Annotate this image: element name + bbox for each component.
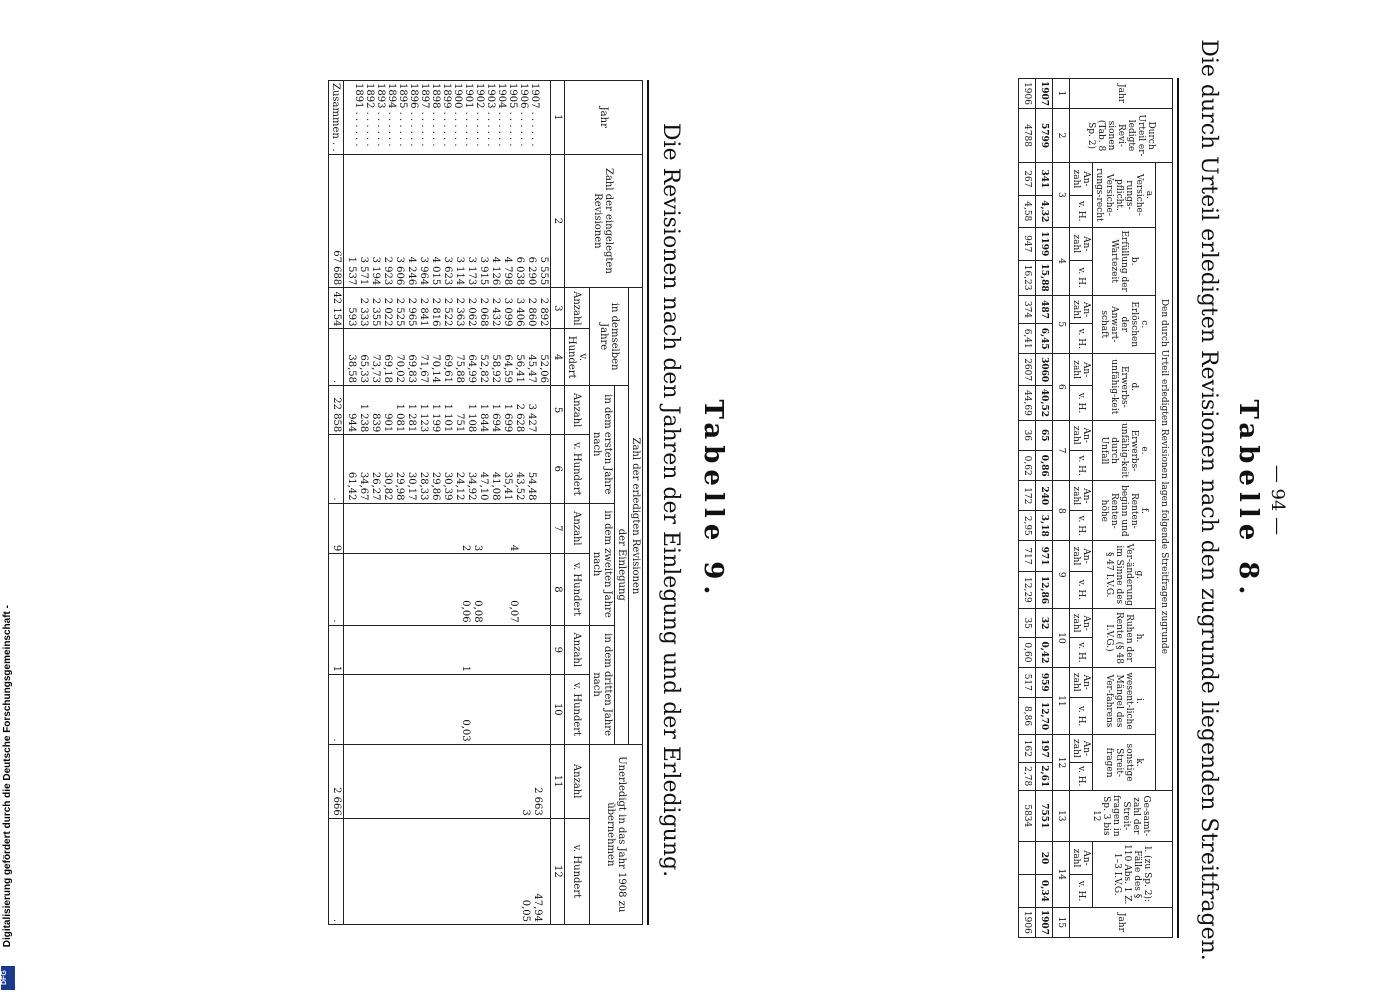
t8-category-label: wesent-liche Mängel des Ver-fahrens <box>1104 672 1134 730</box>
t9-head-unerledigt: Unerledigt in das Jahr 1908 zu übernehmen <box>590 744 643 924</box>
t9-head-eingelegt: Zahl der eingelegten Revisionen <box>565 154 643 288</box>
t8-cell: 0,60 <box>1019 638 1036 668</box>
t8-category-letter: b. <box>1129 256 1139 266</box>
t9-head-second: in dem zweiten Jahre nach <box>590 503 615 625</box>
t8-category-1 <box>1093 227 1156 295</box>
t8-category-label: Versiche-rungs-pflicht. Versiche-rungs-recht <box>1094 168 1144 222</box>
t9-total: . <box>329 554 344 625</box>
t9-total: . <box>329 818 344 924</box>
t8-cell: 959 <box>1036 667 1053 697</box>
t8-colnum: 12 <box>1053 735 1070 791</box>
table8-subtitle: Die durch Urteil erledigten Revisionen nach den zugrunde liegenden Streitfragen. <box>1196 39 1221 961</box>
t8-sub-vh: v. H. <box>1070 762 1093 790</box>
t8-group-header: Den durch Urteil erledigten Revisionen lagen folgende Streitfragen zugrunde <box>1156 163 1173 791</box>
t8-category-letter: k. <box>1134 758 1144 767</box>
t8-sum: 7551 <box>1036 790 1053 841</box>
t9-colnum: 3 <box>551 288 565 329</box>
t8-sub-vh: v. H. <box>1070 386 1093 420</box>
t8-cell: 12,86 <box>1036 571 1053 609</box>
t8-category-letter: f. <box>1139 507 1149 514</box>
t9-head-einlegung: der Einlegung <box>615 386 629 745</box>
t8-sub-anzahl: An-zahl <box>1070 667 1093 697</box>
t8-category-3 <box>1093 353 1156 420</box>
t8-category-0 <box>1093 163 1156 228</box>
t9-total-label: Zusammen . . <box>329 81 344 155</box>
table9-title: Tabelle 9. <box>698 399 728 601</box>
t8-colnum: 14 <box>1053 841 1070 907</box>
t8-cell: 4,32 <box>1036 195 1053 227</box>
t8-category-7 <box>1093 609 1156 668</box>
t9-col6: 54,48 43,52 35,41 41,08 47,10 34,92 24,12 30,39 29,86 28,33 30,17 29,98 30,82 26,27 34,67 61,42 <box>344 435 551 503</box>
t8-cell: 717 <box>1019 541 1036 571</box>
t8-cell: 6,41 <box>1019 324 1036 353</box>
t8-cell: 4,58 <box>1019 195 1036 227</box>
t9-col12: 47,94 0,05 <box>344 818 551 924</box>
t8-cell: 1199 <box>1036 227 1053 260</box>
t8-category-5 <box>1093 481 1156 541</box>
t9-total: 9 <box>329 503 344 554</box>
t9-colnum: 10 <box>551 675 565 745</box>
t9-sub-vh: v. Hundert <box>565 675 590 745</box>
page-number: — 94 — <box>1267 464 1288 536</box>
table9-subtitle: Die Revisionen nach den Jahren der Einlegung und der Erledigung. <box>658 122 683 878</box>
t9-total: 2 666 <box>329 744 344 818</box>
t8-cell: 40,52 <box>1036 386 1053 420</box>
t8-colnum: 9 <box>1053 541 1070 609</box>
t8-cell: 197 <box>1036 735 1053 762</box>
t8-cell: 3,18 <box>1036 511 1053 541</box>
t8-year2: 1906 <box>1019 907 1036 937</box>
t8-cell: 2,95 <box>1019 511 1036 541</box>
t8-cell: 172 <box>1019 481 1036 511</box>
t9-total: 67 688 <box>329 154 344 288</box>
t8-cell: 32 <box>1036 609 1053 638</box>
table9-top-rule <box>647 80 649 925</box>
t8-sub-anzahl: An-zahl <box>1070 353 1093 385</box>
t8-cell: 374 <box>1019 295 1036 324</box>
t8-year: 1906 <box>1019 79 1036 109</box>
t8-sum: 5834 <box>1019 790 1036 841</box>
t8-category-label: sonstige Streit-fragen <box>1104 743 1134 782</box>
t8-cell: 947 <box>1019 227 1036 260</box>
t9-colnum: 2 <box>551 154 565 288</box>
t8-cell: 15,88 <box>1036 260 1053 295</box>
t9-total: 42 154 <box>329 288 344 329</box>
dfg-logo: DFG <box>1 966 15 990</box>
t8-colnum: 3 <box>1053 163 1070 228</box>
t9-sub-vh: v. Hundert <box>565 329 590 386</box>
t9-sub-vh: v. Hundert <box>565 435 590 503</box>
t9-sub-anzahl: Anzahl <box>565 288 590 329</box>
digitization-credit: Digitalisierung gefördert durch die Deutsche Forschungsgemeinschaft - <box>2 605 13 948</box>
t8-year2: 1907 <box>1036 907 1053 937</box>
t8-cell: 36 <box>1019 420 1036 450</box>
t8-category-label: Erwerbs-unfähig-keit <box>1109 359 1129 415</box>
t8-colnum: 10 <box>1053 609 1070 668</box>
t8-year: 1907 <box>1036 79 1053 109</box>
t8-sub-vh: v. H. <box>1070 450 1093 480</box>
t8-category-letter: i. <box>1134 698 1144 704</box>
t8-cell: 44,69 <box>1019 386 1036 420</box>
t8-category-2 <box>1093 295 1156 353</box>
t8-colnum: 4 <box>1053 227 1070 295</box>
t8-category-label: Renten-beginn und Renten-höhe <box>1099 485 1139 537</box>
t8-sub-vh: v. H. <box>1070 875 1093 908</box>
t9-col8: 0,07 0,08 0,06 <box>344 554 551 625</box>
t8-category-4 <box>1093 420 1156 481</box>
t8-cell: 12,70 <box>1036 697 1053 734</box>
t8-head-total: Ge-samt-zahl der Streit-fragen in Sp. 3 bis 12 <box>1070 790 1173 841</box>
t9-head-first: in dem ersten Jahre nach <box>590 386 615 504</box>
t8-colnum: 6 <box>1053 353 1070 420</box>
t8-category-letter: e. <box>1139 446 1149 455</box>
t8-cell: 267 <box>1019 163 1036 196</box>
t9-total: 22 858 <box>329 386 344 435</box>
t8-sub-vh: v. H. <box>1070 638 1093 668</box>
t8-colnum: 11 <box>1053 667 1070 735</box>
t8-category-label: Ruhen der Rente (§ 48 I.V.G.) <box>1104 611 1134 664</box>
t9-colnum: 7 <box>551 503 565 554</box>
t9-years: 1907 . . . . . . 1906 . . . . . . 1905 . . . . . . 1904 . . . . . . 1903 . . . . . . 1902 . . . . . . 1901 . . . . . . 1900 . . . . . . 1899 . . . . . . 1898 . . . . . . 1897 . . . . . . 1896 . . . . . . 1895 . . . . . . 1894 . . . . . . 1893 . . . . . . 1892 . . . . . . 1891 . . . . . . <box>344 81 551 155</box>
t8-cell: 0,86 <box>1036 450 1053 480</box>
t8-category-letter: c. <box>1139 320 1149 329</box>
t8-sub-vh: v. H. <box>1070 697 1093 734</box>
t8-cell: 2607 <box>1019 353 1036 385</box>
t8-category-9 <box>1093 735 1156 791</box>
t8-sub-vh: v. H. <box>1070 195 1093 227</box>
t8-cell: 162 <box>1019 735 1036 762</box>
t8-row <box>1019 79 1036 938</box>
table8-top-rule <box>1177 78 1179 938</box>
t9-col9: 1 <box>344 625 551 674</box>
t8-category-label: Erwerbs-unfähig-keit durch Unfall <box>1099 422 1139 479</box>
t8-cell: 8,86 <box>1019 697 1036 734</box>
t8-cell: 12,29 <box>1019 571 1036 609</box>
t8-sub-anzahl: An-zahl <box>1070 541 1093 571</box>
t8-category-letter: a. <box>1144 190 1154 200</box>
t8-colnum: 1 <box>1053 79 1070 109</box>
t9-col3: 2 892 2 860 3 406 3 099 2 432 2 068 2 062 2 363 2 522 2 816 2 841 2 965 2 525 2 022 2 355 2 333 593 <box>344 288 551 329</box>
t8-sub-anzahl: An-zahl <box>1070 295 1093 324</box>
t8-colnum: 13 <box>1053 790 1070 841</box>
t8-cell: 341 <box>1036 163 1053 196</box>
t9-col5: 3 427 2 628 1 699 1 694 1 844 1 108 751 1 101 1 199 1 123 1 281 1 081 901 839 1 238 944 <box>344 386 551 435</box>
t9-total: . <box>329 435 344 503</box>
t9-col7: 4 3 2 <box>344 503 551 554</box>
t8-total: 5799 <box>1036 109 1053 163</box>
t8-category-label: Erfüllung der Wartezeit <box>1109 230 1129 292</box>
t9-col10: 0,03 <box>344 675 551 745</box>
t9-colnum: 1 <box>551 81 565 155</box>
t9-colnum: 11 <box>551 744 565 818</box>
t8-cell: 0,62 <box>1019 450 1036 480</box>
t9-col11: 2 663 3 <box>344 744 551 818</box>
t8-sub-anzahl: An-zahl <box>1070 163 1093 196</box>
t8-colnum: 7 <box>1053 420 1070 481</box>
t8-cell: 6,45 <box>1036 324 1053 353</box>
t8-sub-vh: v. H. <box>1070 571 1093 609</box>
t8-cell: 35 <box>1019 609 1036 638</box>
table8-title: Tabelle 8. <box>1233 399 1263 601</box>
t8-cell: 65 <box>1036 420 1053 450</box>
t9-colnum: 12 <box>551 818 565 924</box>
t8-colnum: 5 <box>1053 295 1070 353</box>
t8-sub-anzahl: An-zahl <box>1070 735 1093 762</box>
t8-l-anzahl <box>1019 841 1036 874</box>
t9-sub-vh: v. Hundert <box>565 554 590 625</box>
t9-head-third: in dem dritten Jahre nach <box>590 625 615 744</box>
t8-l-anzahl: 20 <box>1036 841 1053 874</box>
t8-cell: 517 <box>1019 667 1036 697</box>
t9-sub-vh: v. Hundert <box>565 818 590 924</box>
t8-l-vh: 0,34 <box>1036 875 1053 908</box>
t9-colnum: 9 <box>551 625 565 674</box>
t8-category-label: Ver-änderung im Sinne des § 47 I.V.G. <box>1104 543 1134 606</box>
t9-head-same: in demselben Jahre <box>590 288 629 386</box>
t8-category-8 <box>1093 667 1156 735</box>
t8-cell: 240 <box>1036 481 1053 511</box>
t8-head-jahr: Jahr <box>1070 79 1173 109</box>
t8-l-vh <box>1019 875 1036 908</box>
table9 <box>328 80 643 925</box>
t8-head-l: l. (zu Sp. 2): Fälle des § 110 Abs. 1 Z. 1–3 I.V.G. <box>1093 841 1173 907</box>
t8-category-6 <box>1093 541 1156 609</box>
t8-total: 4788 <box>1019 109 1036 163</box>
t8-head-jahr2: Jahr <box>1070 907 1173 937</box>
t9-sub-anzahl: Anzahl <box>565 744 590 818</box>
t8-row <box>1036 79 1053 938</box>
t8-sub-anzahl: An-zahl <box>1070 420 1093 450</box>
t9-sub-anzahl: Anzahl <box>565 625 590 674</box>
t8-sub-vh: v. H. <box>1070 324 1093 353</box>
t8-category-letter: d. <box>1129 382 1139 392</box>
t9-col4: 52,06 45,47 56,41 64,59 58,92 52,82 64,99 75,88 69,61 70,14 71,67 69,83 70,02 69,18 73,73 65,33 38,58 <box>344 329 551 386</box>
t8-colnum: 15 <box>1053 907 1070 937</box>
t8-sub-anzahl: An-zahl <box>1070 841 1093 874</box>
t8-cell: 0,42 <box>1036 638 1053 668</box>
t9-col2: 5 555 6 290 6 038 4 798 4 126 3 915 3 173 3 114 3 623 4 015 3 964 4 246 3 606 2 923 3 194 3 571 1 537 <box>344 154 551 288</box>
t9-total: . <box>329 675 344 745</box>
t9-head-jahr: Jahr <box>565 81 643 155</box>
t9-colnum: 6 <box>551 435 565 503</box>
t8-colnum: 2 <box>1053 109 1070 163</box>
t8-cell: 3060 <box>1036 353 1053 385</box>
t8-sub-vh: v. H. <box>1070 511 1093 541</box>
t9-colnum: 4 <box>551 329 565 386</box>
t8-sub-anzahl: An-zahl <box>1070 609 1093 638</box>
t8-head-durch-urteil: Durch Urteil er-ledigte Revi-sionen (Tab. 8 Sp. 2) <box>1070 109 1173 163</box>
t8-sub-vh: v. H. <box>1070 260 1093 295</box>
t8-cell: 971 <box>1036 541 1053 571</box>
t9-sub-anzahl: Anzahl <box>565 386 590 435</box>
t8-cell: 16,23 <box>1019 260 1036 295</box>
t8-category-letter: g. <box>1134 570 1144 580</box>
t9-total: . <box>329 329 344 386</box>
t9-colnum: 5 <box>551 386 565 435</box>
t8-cell: 2,61 <box>1036 762 1053 790</box>
t8-sub-anzahl: An-zahl <box>1070 227 1093 260</box>
t8-category-letter: h. <box>1134 633 1144 643</box>
t8-cell: 2,78 <box>1019 762 1036 790</box>
t9-head-erledigt: Zahl der erledigten Revisionen <box>629 288 643 744</box>
table8 <box>1018 78 1173 938</box>
t9-sub-anzahl: Anzahl <box>565 503 590 554</box>
t8-category-label: Erlöschen der Anwart-schaft <box>1099 301 1139 348</box>
t9-total: 1 <box>329 625 344 674</box>
t8-sub-anzahl: An-zahl <box>1070 481 1093 511</box>
t8-cell: 487 <box>1036 295 1053 324</box>
t9-colnum: 8 <box>551 554 565 625</box>
t8-colnum: 8 <box>1053 481 1070 541</box>
